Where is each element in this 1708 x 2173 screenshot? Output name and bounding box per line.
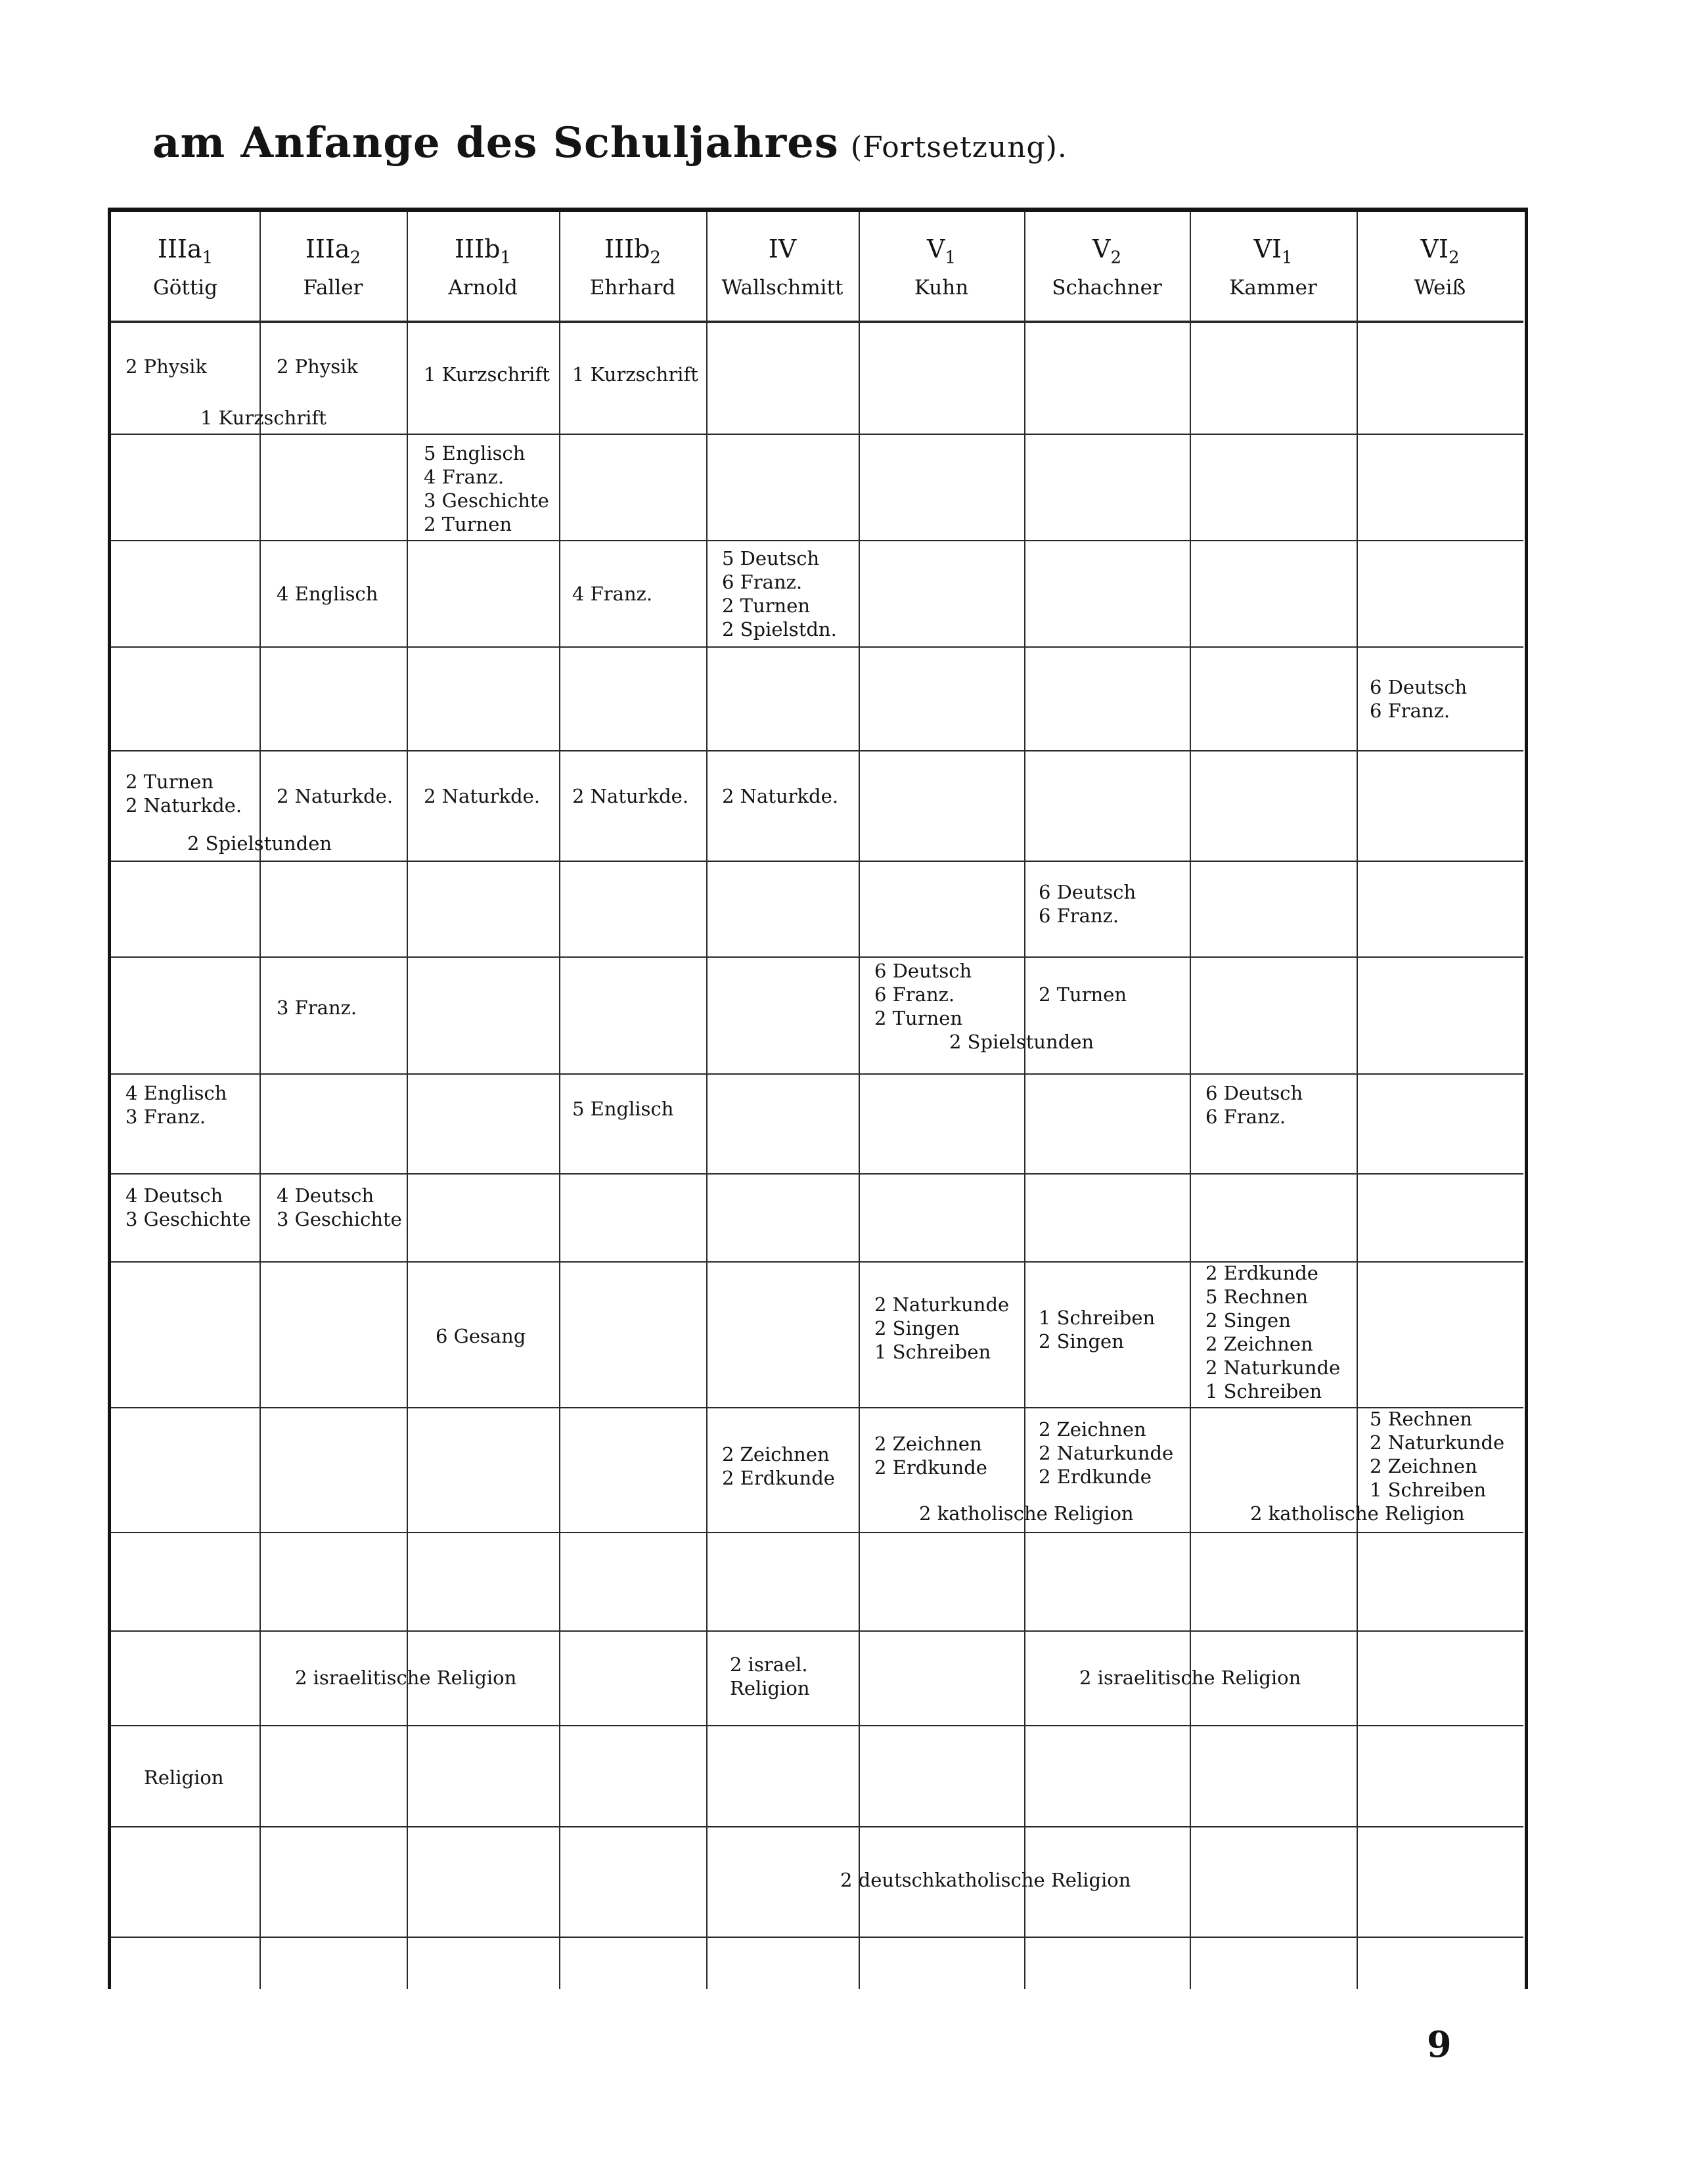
row-divider [111,1725,1523,1726]
cell-entry: 2 Naturkde. [277,785,393,807]
cell-entry: 1 Kurzschrift [200,407,326,429]
row-divider [111,1173,1523,1175]
cell-entry: 2 Spielstunden [187,832,332,855]
cell-entry: 6 Deutsch 6 Franz. 2 Turnen [874,960,972,1029]
cell-entry: 6 Deutsch 6 Franz. [1370,676,1468,722]
cell-entry: 2 deutschkatholische Religion [840,1869,1131,1891]
cell-entry: 4 Franz. [572,583,653,605]
cell-entry: 2 katholische Religion [1250,1502,1465,1525]
cell-entry: 2 israel. Religion [730,1653,810,1699]
cell-entry: 2 Zeichnen 2 Erdkunde [722,1443,835,1489]
cell-entry: 6 Deutsch 6 Franz. [1039,881,1136,927]
cell-entry: 2 israelitische Religion [295,1667,517,1689]
column-header-IIIb1: IIIb$_1$ Arnold [448,235,518,300]
cell-entry: 2 Physik [277,355,358,378]
cell-entry: 2 katholische Religion [919,1502,1134,1525]
col-divider [859,212,860,1989]
title-continuation: (Fortsetzung). [850,131,1068,164]
timetable [108,208,1528,1989]
cell-entry: 2 Zeichnen 2 Erdkunde [874,1433,987,1479]
cell-entry: 4 Deutsch 3 Geschichte [277,1184,402,1230]
cell-entry: 1 Kurzschrift [572,363,698,386]
row-divider [111,1407,1523,1408]
row-divider [111,434,1523,435]
row-divider [111,646,1523,648]
cell-entry: 6 Gesang [436,1325,526,1347]
cell-entry: 2 Zeichnen 2 Naturkunde 2 Erdkunde [1039,1418,1174,1488]
col-divider [1357,212,1358,1989]
cell-entry: 1 Kurzschrift [424,363,550,386]
page-title [152,118,1068,168]
cell-entry: 3 Franz. [277,997,357,1019]
cell-entry: 2 Turnen 2 Naturkde. [125,771,242,817]
row-divider [111,540,1523,541]
col-divider [559,212,560,1989]
column-header-IIIa1: IIIa$_1$ Göttig [152,235,218,300]
cell-entry: 5 Rechnen 2 Naturkunde 2 Zeichnen 1 Schreiben [1370,1408,1505,1501]
header-rule [111,321,1523,323]
column-header-IIIa2: IIIa$_2$ Faller [303,235,363,300]
cell-entry: 6 Deutsch 6 Franz. [1205,1082,1303,1128]
column-header-VI1: $VI_1$ Kammer [1229,235,1317,300]
col-divider [407,212,408,1989]
cell-entry: 2 Naturkunde 2 Singen 1 Schreiben [874,1293,1010,1363]
col-divider [1190,212,1191,1989]
cell-entry: 2 israelitische Religion [1079,1667,1301,1689]
page-number: 9 [1427,2023,1452,2065]
column-header-VI2: $VI_2$ Weiß [1414,235,1466,300]
column-header-IIIb2: IIIb$_2$ Ehrhard [589,235,676,300]
row-divider [111,1826,1523,1827]
cell-entry: 5 Deutsch 6 Franz. 2 Turnen 2 Spielstdn. [722,547,837,640]
row-divider [111,956,1523,958]
row-divider [111,750,1523,751]
col-divider [259,212,261,1989]
cell-entry: 5 Englisch 4 Franz. 3 Geschichte 2 Turnen [424,442,549,535]
cell-entry: 4 Deutsch 3 Geschichte [125,1184,251,1230]
column-header-IV: IV Wallschmitt [721,235,843,300]
cell-entry: 4 Englisch 3 Franz. [125,1082,227,1128]
cell-entry: Religion [144,1766,224,1789]
cell-entry: 1 Schreiben 2 Singen [1039,1307,1156,1353]
cell-entry: 5 Englisch [572,1098,674,1120]
cell-entry: 2 Naturkde. [722,785,839,807]
row-divider [111,1532,1523,1533]
row-divider [111,1630,1523,1632]
col-divider [706,212,708,1989]
cell-entry: 2 Spielstunden [949,1031,1094,1053]
column-header-V2: $V_2$ Schachner [1052,235,1162,300]
column-header-V1: $V_1$ Kuhn [914,235,969,300]
cell-entry: 4 Englisch [277,583,378,605]
col-divider [1024,212,1025,1989]
row-divider [111,1073,1523,1075]
title-main: am Anfange des Schuljahres [152,118,839,168]
cell-entry: 2 Physik [125,355,207,378]
cell-entry: 2 Erdkunde 5 Rechnen 2 Singen 2 Zeichnen 2 Naturkunde 1 Schreiben [1205,1262,1341,1402]
cell-entry: 2 Naturkde. [424,785,541,807]
row-divider [111,861,1523,862]
cell-entry: 2 Turnen [1039,983,1127,1006]
cell-entry: 2 Naturkde. [572,785,689,807]
row-divider [111,1937,1523,1938]
